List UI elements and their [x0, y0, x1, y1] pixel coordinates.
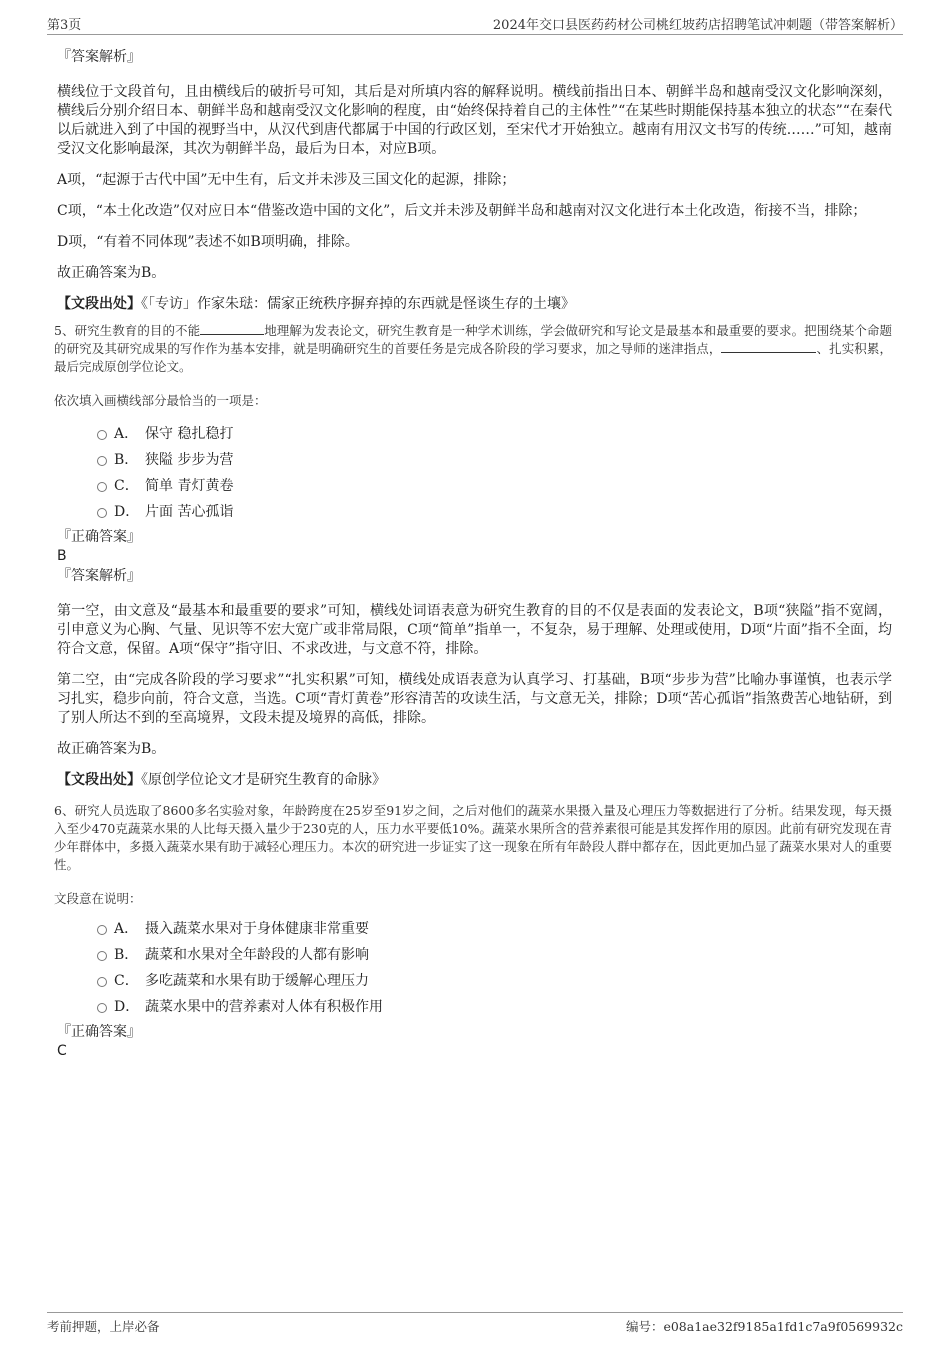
q5-correct-answer: B — [57, 548, 67, 564]
radio-button[interactable] — [97, 977, 107, 987]
q6-option-b[interactable]: B． 蔬菜和水果对全年龄段的人都有影响 — [57, 942, 892, 968]
q4-conclusion: 故正确答案为B。 — [57, 265, 166, 281]
document-title: 2024年交口县医药药材公司桃红坡药店招聘笔试冲刺题（带答案解析） — [492, 18, 903, 33]
q6-options — [57, 916, 892, 1020]
q5-stem-part2: 地理解为发表论文，研究生教育是一种学术训练，学会做研究和写论文是最基本和最重要的要求。把围绕某个命题的研究及其研究成果的写作作为基本安排，就是明确研究生的首要任务是完成各阶段的学习要求，加之导师的迷津指点， — [54, 323, 892, 356]
page-number: 第3页 — [47, 18, 82, 33]
radio-button[interactable] — [97, 1003, 107, 1013]
q4-source-label: 【文段出处】 — [57, 296, 141, 312]
radio-button[interactable] — [97, 925, 107, 935]
q5-stem — [54, 322, 892, 376]
q5-blank-2 — [721, 340, 816, 353]
q5-analysis-paragraph-2: 第二空，由“完成各阶段的学习要求”“扎实积累”可知，横线处成语表意为认真学习、打基础，B项“步步为营”比喻办事谨慎，也表示学习扎实，稳步向前，符合文意，当选。C项“青灯黄卷”形容清苦的攻读生活，与文意无关，排除；D项“苦心孤诣”指煞费苦心地钻研，到了别人所达不到的至高境界，文段未提及境界的高低，排除。 — [57, 672, 892, 726]
q6-stem: 6、研究人员选取了8600多名实验对象，年龄跨度在25岁至91岁之间，之后对他们的蔬菜水果摄入量及心理压力等数据进行了分析。结果发现，每天摄入至少470克蔬菜水果的人比每天摄入量少于230克的人，压力水平要低10%。蔬菜水果所含的营养素很可能是其发挥作用的原因。此前有研究发现在青少年群体中，多摄入蔬菜水果有助于减轻心理压力。本次的研究进一步证实了这一现象在所有年龄段人群中都存在，因此更加凸显了蔬菜水果对人的重要性。 — [54, 803, 893, 872]
q4-source-text: 《「专访」作家朱琺：儒家正统秩序摒弃掉的东西就是怪谈生存的土壤》 — [141, 296, 575, 312]
page-header — [47, 14, 903, 35]
q4-source — [57, 295, 892, 314]
q5-analysis-tag: 『答案解析』 — [57, 568, 141, 584]
q4-analysis-paragraph: 横线位于文段首句，且由横线后的破折号可知，其后是对所填内容的解释说明。横线前指出日本、朝鲜半岛和越南受汉文化影响深刻，横线后分别介绍日本、朝鲜半岛和越南受汉文化影响的程度，由“始终保持着自己的主体性”“在某些时期能保持基本独立的状态”“在秦代以后就进入到了中国的视野当中，从汉代到唐代都属于中国的行政区划，至宋代才开始独立。越南有用汉文书写的传统……”可知，越南受汉文化影响最深，其次为朝鲜半岛，最后为日本，对应B项。 — [57, 84, 892, 157]
q6-option-a[interactable]: A． 摄入蔬菜水果对于身体健康非常重要 — [57, 916, 892, 942]
q5-source — [57, 771, 892, 790]
q4-analysis-option-a: A项，“起源于古代中国”无中生有，后文并未涉及三国文化的起源，排除； — [57, 172, 516, 188]
q5-prompt: 依次填入画横线部分最恰当的一项是： — [54, 393, 267, 408]
q5-stem-part1: 5、研究生教育的目的不能 — [54, 323, 201, 338]
q5-conclusion: 故正确答案为B。 — [57, 741, 166, 757]
radio-button[interactable] — [97, 951, 107, 961]
radio-button[interactable] — [97, 508, 107, 518]
q4-analysis-tag: 『答案解析』 — [57, 49, 141, 65]
q6-option-c[interactable]: C． 多吃蔬菜和水果有助于缓解心理压力 — [57, 968, 892, 994]
q5-options — [57, 421, 892, 525]
q5-option-b[interactable]: B． 狭隘 步步为营 — [57, 447, 892, 473]
q5-option-d[interactable]: D． 片面 苦心孤诣 — [57, 499, 892, 525]
radio-button[interactable] — [97, 482, 107, 492]
q5-analysis-paragraph-1: 第一空，由文意及“最基本和最重要的要求”可知，横线处词语表意为研究生教育的目的不仅是表面的发表论文，B项“狭隘”指不宽阔，引申意义为心胸、气量、见识等不宏大宽广或非常局限，C项“简单”指单一，不复杂，易于理解、处理或使用，D项“片面”指不全面，均符合文意，保留。A项“保守”指守旧、不求改进，与文意不符，排除。 — [57, 603, 892, 657]
page-footer — [47, 1312, 903, 1332]
radio-button[interactable] — [97, 456, 107, 466]
q5-source-text: 《原创学位论文才是研究生教育的命脉》 — [141, 772, 386, 788]
q5-correct-tag: 『正确答案』 — [57, 529, 141, 545]
q5-stem-part3: 、扎实积累，最后完成原创学位论文。 — [54, 341, 892, 374]
document-id: 编号：e08a1ae32f9185a1fd1c7a9f0569932c — [625, 1319, 903, 1334]
q5-blank-1 — [200, 322, 264, 335]
q6-correct-answer: C — [57, 1043, 67, 1059]
q4-analysis-option-c: C项，“本土化改造”仅对应日本“借鉴改造中国的文化”，后文并未涉及朝鲜半岛和越南对汉文化进行本土化改造，衔接不当，排除； — [57, 203, 867, 219]
page-content — [54, 48, 893, 1061]
q5-option-a[interactable]: A． 保守 稳扎稳打 — [57, 421, 892, 447]
q5-option-c[interactable]: C． 简单 青灯黄卷 — [57, 473, 892, 499]
footer-slogan: 考前押题，上岸必备 — [47, 1319, 160, 1334]
q6-prompt: 文段意在说明： — [54, 891, 142, 906]
q4-analysis-option-d: D项，“有着不同体现”表述不如B项明确，排除。 — [57, 234, 359, 250]
q5-source-label: 【文段出处】 — [57, 772, 141, 788]
radio-button[interactable] — [97, 430, 107, 440]
q6-option-d[interactable]: D． 蔬菜水果中的营养素对人体有积极作用 — [57, 994, 892, 1020]
q6-correct-tag: 『正确答案』 — [57, 1024, 141, 1040]
